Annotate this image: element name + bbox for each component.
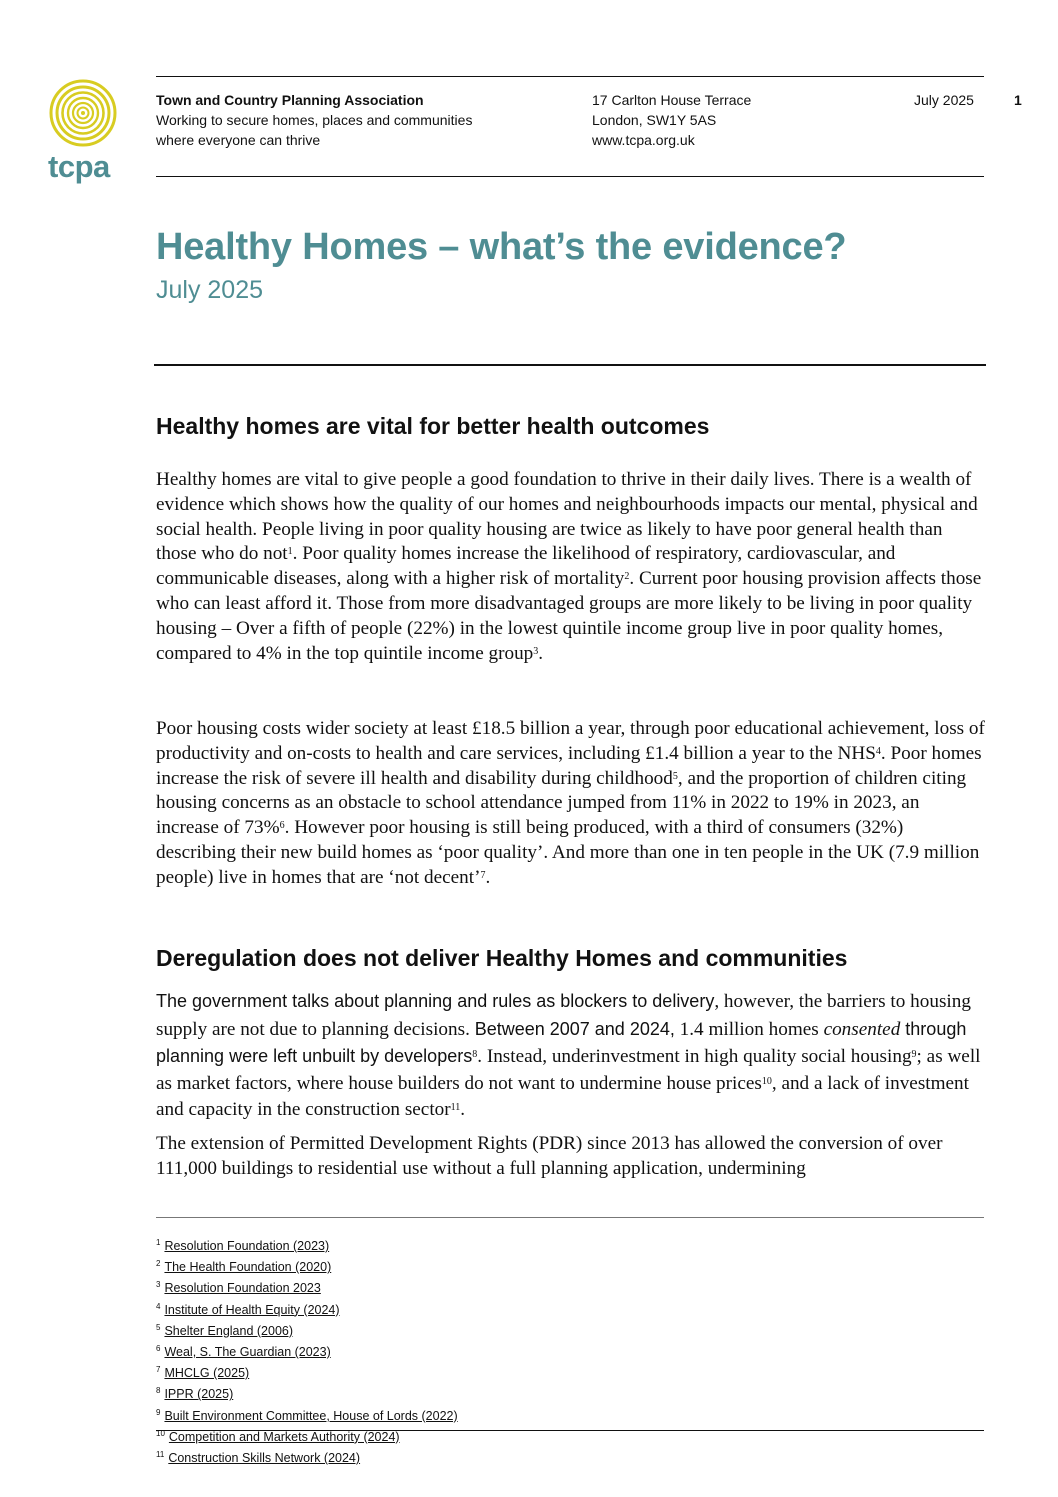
header-top-rule — [156, 76, 984, 77]
text-run: 1.4 million homes — [674, 1018, 824, 1040]
text-run-italic: consented — [823, 1018, 901, 1040]
footnote-item — [156, 1446, 986, 1467]
text-run: Between 2007 and 2024, — [474, 1018, 675, 1039]
section2-paragraph-2: The extension of Permitted Development Rights (PDR) since 2013 has allowed the conversion of over 111,000 buildings to residential use without a full planning application, undermining — [156, 1133, 943, 1179]
footnote-item — [156, 1425, 986, 1446]
footnote-ref-2[interactable]: 2 — [624, 571, 630, 583]
footnote-ref-1[interactable]: 1 — [287, 546, 293, 558]
footnote-item — [156, 1382, 986, 1403]
text-run: . — [538, 642, 544, 664]
page-bottom-rule — [156, 1430, 984, 1431]
text-run: , however, the barriers to housing supply are not due to planning decisions. — [156, 991, 971, 1040]
text-run: . However poor housing is still being produced, with a third of consumers (32%) describing their new build homes as ‘poor quality’. And more than one in ten people in the UK (7.9 million people) live in homes that are ‘not decent’ — [156, 817, 980, 888]
section-heading-healthy-homes: Healthy homes are vital for better health outcomes — [156, 413, 710, 439]
text-run: , and the proportion of children citing housing concerns as an obstacle to school attendance jumped from 11% in 2022 to 19% in 2023, an increase of 73% — [156, 767, 967, 839]
header-date: July 2025 — [914, 92, 974, 108]
footnote-separator — [156, 1217, 984, 1218]
footnote-ref-7[interactable]: 7 — [480, 869, 486, 881]
text-run: Poor housing costs wider society at least £18.5 billion a year, through poor educational achievement, loss of productivity and on-costs to health and care services, including £1.4 billion a year to the NHS — [156, 718, 985, 764]
section1-paragraph-2 — [156, 717, 986, 891]
footnote-ref-3[interactable]: 3 — [533, 645, 539, 657]
footnote-number: 1 — [156, 1238, 161, 1247]
footnote-ref-6[interactable]: 6 — [279, 820, 285, 832]
footnote-ref-10[interactable]: 10 — [761, 1075, 772, 1087]
footnote-link[interactable]: Construction Skills Network (2024) — [168, 1451, 361, 1466]
footnote-link[interactable]: MHCLG (2025) — [164, 1366, 250, 1381]
website-link[interactable]: www.tcpa.org.uk — [592, 132, 695, 148]
footnote-ref-8[interactable]: 8 — [472, 1049, 478, 1060]
tcpa-logo — [48, 78, 122, 182]
concentric-rings-icon — [48, 78, 118, 148]
section-heading-deregulation: Deregulation does not deliver Healthy Homes and communities — [156, 945, 848, 971]
text-run: Healthy homes are vital to give people a good foundation to thrive in their daily lives. There is a wealth of evidence which shows how the quality of our homes and neighbourhoods impacts our mental, physical and social health. People living in poor quality housing are twice as likely to have poor general health than those who do not — [156, 469, 978, 565]
footnote-number: 6 — [156, 1344, 161, 1354]
footnote-link[interactable]: Built Environment Committee, House of Lords (2022) — [164, 1408, 458, 1423]
document-date: July 2025 — [156, 276, 264, 304]
footnote-item — [156, 1276, 986, 1297]
footnote-ref-9[interactable]: 9 — [911, 1049, 917, 1060]
footnote-number: 10 — [156, 1428, 165, 1438]
footnote-number: 11 — [156, 1450, 165, 1460]
page-number: 1 — [1014, 92, 1022, 108]
footnote-link[interactable]: The Health Foundation (2020) — [164, 1260, 332, 1275]
text-run: ; as well as market factors, where house builders do not want to undermine house prices — [156, 1046, 981, 1094]
logo-wordmark: tcpa — [48, 149, 110, 184]
text-run: . Poor quality homes increase the likelihood of respiratory, cardiovascular, and communicable diseases, along with a higher risk of mortality — [156, 543, 896, 590]
text-run: . — [485, 866, 491, 888]
address-line-1: 17 Carlton House Terrace — [592, 92, 752, 108]
footnotes-list — [156, 1234, 986, 1467]
footnote-item — [156, 1361, 986, 1382]
footnote-link[interactable]: IPPR (2025) — [164, 1387, 234, 1402]
footnote-number: 5 — [156, 1322, 161, 1332]
footnote-item — [156, 1255, 986, 1276]
document-title: Healthy Homes – what’s the evidence? — [156, 226, 847, 268]
footnote-number: 7 — [156, 1365, 161, 1375]
footnote-item — [156, 1340, 986, 1361]
footnote-item — [156, 1404, 986, 1425]
footnote-item — [156, 1319, 986, 1340]
footnote-link[interactable]: Resolution Foundation 2023 — [164, 1281, 321, 1296]
footnote-ref-5[interactable]: 5 — [672, 770, 678, 782]
address-line-2: London, SW1Y 5AS — [592, 112, 717, 128]
footnote-item — [156, 1234, 986, 1255]
footnote-link[interactable]: Competition and Markets Authority (2024) — [168, 1429, 400, 1444]
text-run: . Poor homes increase the risk of severe ill health and disability during childhood — [156, 742, 982, 789]
footnote-ref-4[interactable]: 4 — [875, 745, 881, 757]
text-run: The government talks about planning and rules as blockers to delivery — [156, 991, 715, 1011]
footnote-link[interactable]: Institute of Health Equity (2024) — [164, 1302, 340, 1317]
text-run: . Instead, underinvestment in high quality social housing — [477, 1046, 912, 1067]
text-run: , and a lack of investment and capacity in the construction sector — [156, 1072, 969, 1120]
footnote-number: 3 — [156, 1280, 161, 1290]
footnote-ref-11[interactable]: 11 — [450, 1102, 461, 1113]
org-name: Town and Country Planning Association — [156, 92, 424, 108]
footnote-number: 9 — [156, 1407, 161, 1417]
footnote-number: 2 — [156, 1259, 161, 1269]
text-run: . Current poor housing provision affects those who can least afford it. Those from more disadvantaged groups are more likely to be living in poor quality housing – Over a fifth of people (22%) in the lowest quintile income group live in poor quality homes, compared to 4% in the top quintile income group — [156, 568, 982, 664]
section2-paragraph-1 — [156, 988, 986, 1124]
org-tagline-line-2: where everyone can thrive — [156, 132, 321, 148]
text-run: through planning were left unbuilt by developers — [156, 1018, 967, 1066]
header-bottom-rule — [156, 176, 984, 177]
section1-paragraph-1 — [156, 468, 986, 666]
footnote-number: 4 — [156, 1301, 161, 1311]
org-tagline-line-1: Working to secure homes, places and communities — [156, 112, 473, 128]
footnote-number: 8 — [156, 1386, 161, 1396]
footnote-link[interactable]: Resolution Foundation (2023) — [164, 1239, 330, 1253]
footnote-link[interactable]: Weal, S. The Guardian (2023) — [164, 1345, 331, 1360]
header-address-block — [592, 90, 751, 150]
title-rule — [154, 364, 986, 366]
footnote-item — [156, 1298, 986, 1319]
header-org-block — [156, 90, 472, 150]
footnote-link[interactable]: Shelter England (2006) — [164, 1323, 294, 1338]
text-run: . — [460, 1099, 466, 1120]
